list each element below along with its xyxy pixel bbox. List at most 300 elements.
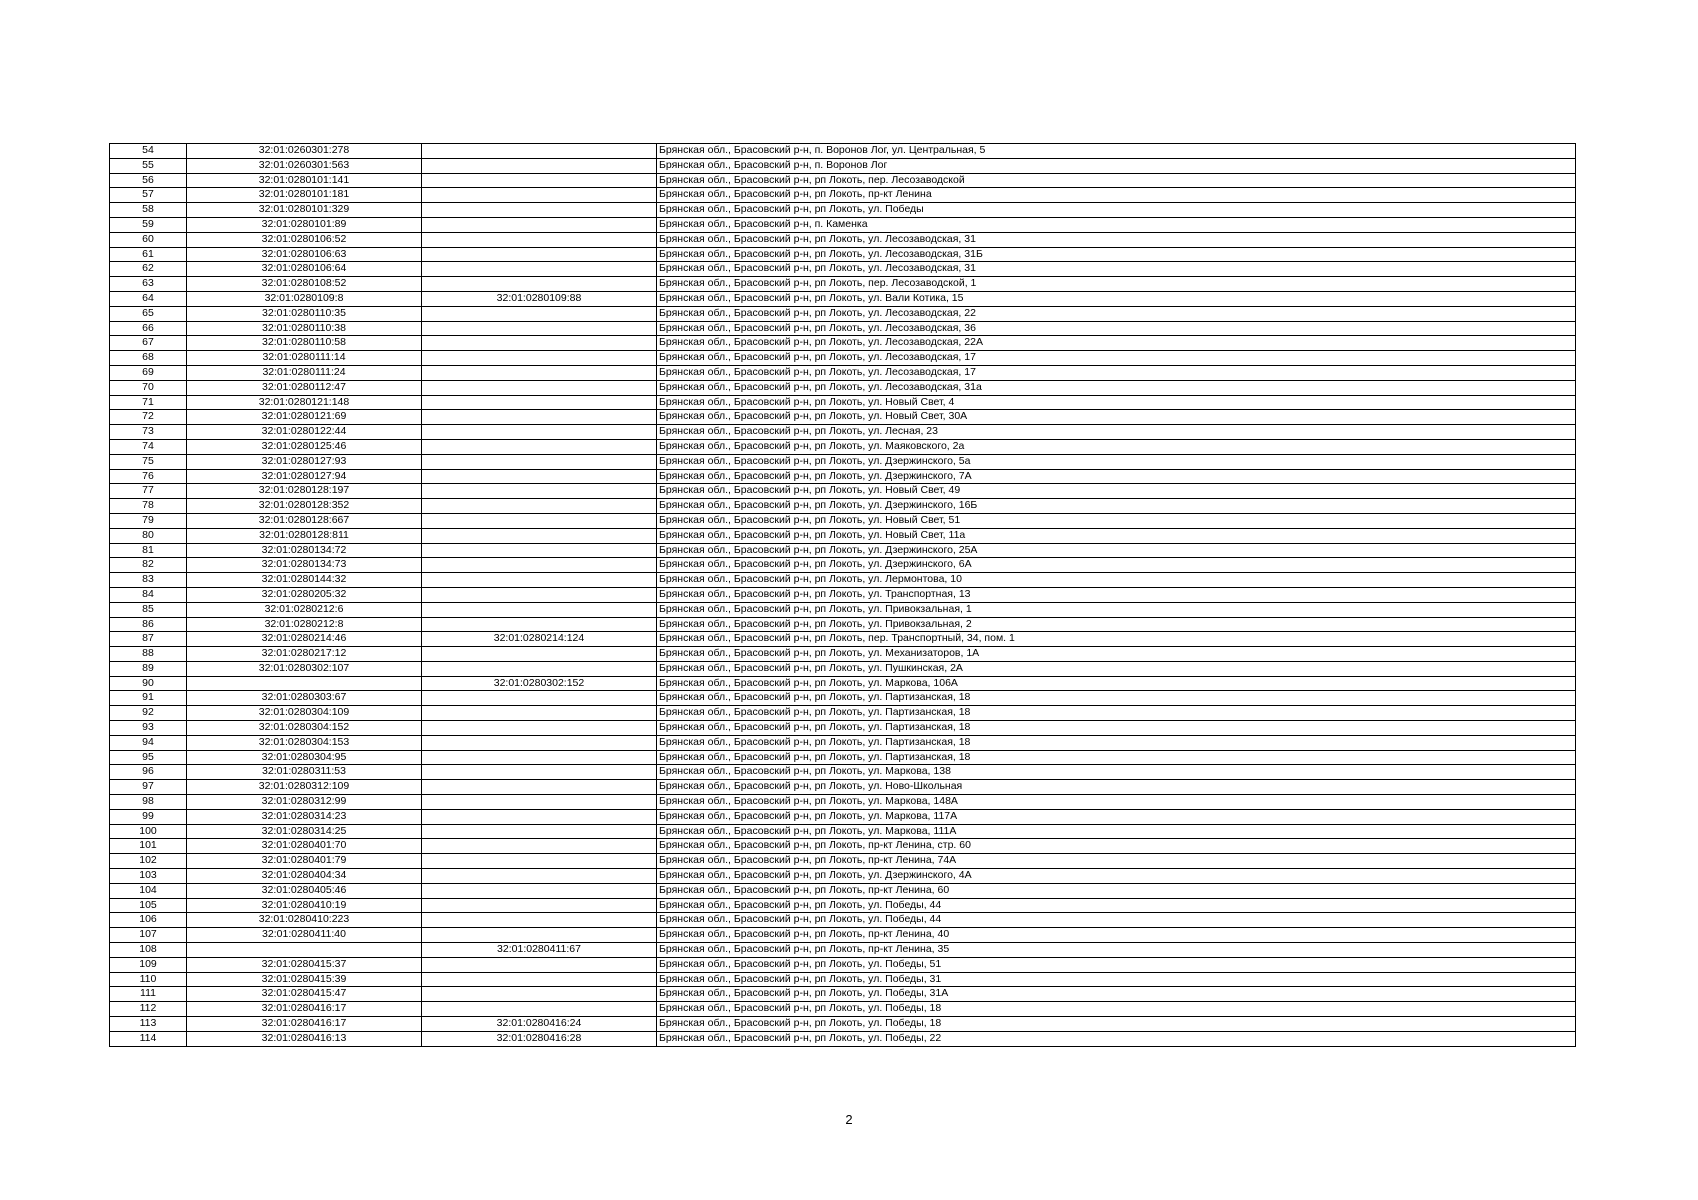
cadastral-number-cell: 32:01:0280110:38 [187,321,422,336]
address-cell: Брянская обл., Брасовский р-н, рп Локоть, ул. Лермонтова, 10 [657,573,1576,588]
row-number-cell: 82 [110,558,187,573]
row-number-cell: 87 [110,632,187,647]
address-cell: Брянская обл., Брасовский р-н, рп Локоть, ул. Маяковского, 2а [657,439,1576,454]
address-cell: Брянская обл., Брасовский р-н, рп Локоть, ул. Победы, 18 [657,1002,1576,1017]
row-number-cell: 101 [110,839,187,854]
related-cadastral-number-cell [422,972,657,987]
row-number-cell: 110 [110,972,187,987]
table-row [110,144,1576,159]
cadastral-number-cell: 32:01:0280404:34 [187,869,422,884]
related-cadastral-number-cell [422,558,657,573]
address-cell: Брянская обл., Брасовский р-н, рп Локоть, ул. Маркова, 117А [657,809,1576,824]
related-cadastral-number-cell [422,232,657,247]
related-cadastral-number-cell [422,528,657,543]
cadastral-number-cell: 32:01:0280410:19 [187,898,422,913]
related-cadastral-number-cell [422,735,657,750]
related-cadastral-number-cell [422,587,657,602]
row-number-cell: 56 [110,173,187,188]
cadastral-number-cell: 32:01:0280101:181 [187,188,422,203]
table-row [110,217,1576,232]
cadastral-number-cell: 32:01:0280304:153 [187,735,422,750]
cadastral-number-cell: 32:01:0280314:23 [187,809,422,824]
related-cadastral-number-cell [422,484,657,499]
cadastral-number-cell: 32:01:0280128:667 [187,513,422,528]
cadastral-number-cell: 32:01:0280410:223 [187,913,422,928]
related-cadastral-number-cell [422,750,657,765]
address-cell: Брянская обл., Брасовский р-н, п. Каменка [657,217,1576,232]
address-cell: Брянская обл., Брасовский р-н, рп Локоть, ул. Партизанская, 18 [657,691,1576,706]
row-number-cell: 92 [110,706,187,721]
address-cell: Брянская обл., Брасовский р-н, рп Локоть, ул. Дзержинского, 6А [657,558,1576,573]
related-cadastral-number-cell [422,410,657,425]
row-number-cell: 63 [110,277,187,292]
table-row [110,706,1576,721]
related-cadastral-number-cell [422,706,657,721]
related-cadastral-number-cell [422,217,657,232]
address-cell: Брянская обл., Брасовский р-н, рп Локоть, ул. Победы, 22 [657,1031,1576,1046]
address-cell: Брянская обл., Брасовский р-н, рп Локоть, ул. Дзержинского, 16Б [657,499,1576,514]
row-number-cell: 59 [110,217,187,232]
row-number-cell: 86 [110,617,187,632]
cadastral-number-cell: 32:01:0280411:40 [187,928,422,943]
cadastral-number-cell: 32:01:0260301:563 [187,158,422,173]
address-cell: Брянская обл., Брасовский р-н, рп Локоть, ул. Партизанская, 18 [657,706,1576,721]
row-number-cell: 65 [110,306,187,321]
address-cell: Брянская обл., Брасовский р-н, рп Локоть, пер. Лесозаводской [657,173,1576,188]
table-row [110,987,1576,1002]
row-number-cell: 66 [110,321,187,336]
related-cadastral-number-cell [422,765,657,780]
row-number-cell: 64 [110,291,187,306]
related-cadastral-number-cell [422,454,657,469]
related-cadastral-number-cell [422,351,657,366]
related-cadastral-number-cell [422,928,657,943]
related-cadastral-number-cell [422,883,657,898]
row-number-cell: 95 [110,750,187,765]
table-row [110,499,1576,514]
row-number-cell: 83 [110,573,187,588]
table-row [110,232,1576,247]
address-cell: Брянская обл., Брасовский р-н, рп Локоть, ул. Партизанская, 18 [657,721,1576,736]
address-cell: Брянская обл., Брасовский р-н, рп Локоть, ул. Пушкинская, 2А [657,661,1576,676]
table-row [110,573,1576,588]
table-row [110,943,1576,958]
related-cadastral-number-cell [422,173,657,188]
table-row [110,928,1576,943]
row-number-cell: 68 [110,351,187,366]
address-cell: Брянская обл., Брасовский р-н, рп Локоть, ул. Новый Свет, 4 [657,395,1576,410]
address-cell: Брянская обл., Брасовский р-н, рп Локоть, ул. Дзержинского, 7А [657,469,1576,484]
related-cadastral-number-cell [422,854,657,869]
cadastral-number-cell: 32:01:0280134:73 [187,558,422,573]
table-row [110,469,1576,484]
table-row [110,854,1576,869]
table-row [110,632,1576,647]
cadastral-number-cell: 32:01:0280415:39 [187,972,422,987]
address-cell: Брянская обл., Брасовский р-н, рп Локоть, пр-кт Ленина, 35 [657,943,1576,958]
cadastral-number-cell: 32:01:0280416:17 [187,1002,422,1017]
table-row [110,380,1576,395]
address-cell: Брянская обл., Брасовский р-н, рп Локоть, ул. Маркова, 111А [657,824,1576,839]
table-row [110,647,1576,662]
row-number-cell: 77 [110,484,187,499]
row-number-cell: 113 [110,1017,187,1032]
table-row [110,277,1576,292]
table-row [110,454,1576,469]
row-number-cell: 108 [110,943,187,958]
table-row [110,365,1576,380]
table-row [110,795,1576,810]
related-cadastral-number-cell [422,469,657,484]
row-number-cell: 73 [110,425,187,440]
address-cell: Брянская обл., Брасовский р-н, рп Локоть, ул. Победы, 51 [657,957,1576,972]
cadastral-number-cell: 32:01:0260301:278 [187,144,422,159]
row-number-cell: 81 [110,543,187,558]
address-cell: Брянская обл., Брасовский р-н, рп Локоть, пр-кт Ленина [657,188,1576,203]
row-number-cell: 109 [110,957,187,972]
related-cadastral-number-cell [422,869,657,884]
address-cell: Брянская обл., Брасовский р-н, рп Локоть, ул. Привокзальная, 2 [657,617,1576,632]
address-cell: Брянская обл., Брасовский р-н, рп Локоть, пр-кт Ленина, стр. 60 [657,839,1576,854]
table-row [110,247,1576,262]
row-number-cell: 67 [110,336,187,351]
row-number-cell: 99 [110,809,187,824]
address-cell: Брянская обл., Брасовский р-н, рп Локоть, ул. Лесозаводская, 22А [657,336,1576,351]
table-row [110,602,1576,617]
address-cell: Брянская обл., Брасовский р-н, рп Локоть, ул. Победы, 31 [657,972,1576,987]
row-number-cell: 84 [110,587,187,602]
related-cadastral-number-cell [422,336,657,351]
table-row [110,735,1576,750]
address-cell: Брянская обл., Брасовский р-н, рп Локоть, ул. Лесозаводская, 31 [657,232,1576,247]
cadastral-number-cell: 32:01:0280111:14 [187,351,422,366]
related-cadastral-number-cell [422,277,657,292]
cadastral-number-cell: 32:01:0280416:13 [187,1031,422,1046]
cadastral-number-cell: 32:01:0280112:47 [187,380,422,395]
related-cadastral-number-cell [422,247,657,262]
cadastral-number-cell: 32:01:0280312:99 [187,795,422,810]
row-number-cell: 107 [110,928,187,943]
table-body [110,144,1576,1047]
address-cell: Брянская обл., Брасовский р-н, рп Локоть, ул. Новый Свет, 51 [657,513,1576,528]
cadastral-number-cell: 32:01:0280106:63 [187,247,422,262]
address-cell: Брянская обл., Брасовский р-н, рп Локоть, ул. Новый Свет, 49 [657,484,1576,499]
address-cell: Брянская обл., Брасовский р-н, рп Локоть, ул. Лесная, 23 [657,425,1576,440]
related-cadastral-number-cell [422,839,657,854]
table-row [110,661,1576,676]
cadastral-number-cell: 32:01:0280110:58 [187,336,422,351]
row-number-cell: 111 [110,987,187,1002]
table-row [110,691,1576,706]
row-number-cell: 61 [110,247,187,262]
cadastral-number-cell: 32:01:0280122:44 [187,425,422,440]
page-number: 2 [845,1112,853,1127]
cadastral-number-cell: 32:01:0280128:197 [187,484,422,499]
related-cadastral-number-cell [422,987,657,1002]
row-number-cell: 105 [110,898,187,913]
address-cell: Брянская обл., Брасовский р-н, рп Локоть, ул. Маркова, 148А [657,795,1576,810]
related-cadastral-number-cell [422,795,657,810]
table-row [110,336,1576,351]
address-cell: Брянская обл., Брасовский р-н, рп Локоть, ул. Победы, 44 [657,898,1576,913]
related-cadastral-number-cell [422,1002,657,1017]
cadastral-number-cell: 32:01:0280109:8 [187,291,422,306]
row-number-cell: 100 [110,824,187,839]
row-number-cell: 98 [110,795,187,810]
document-page-content [109,143,1575,1047]
table-row [110,262,1576,277]
row-number-cell: 72 [110,410,187,425]
address-cell: Брянская обл., Брасовский р-н, рп Локоть, ул. Лесозаводская, 17 [657,365,1576,380]
related-cadastral-number-cell: 32:01:0280416:28 [422,1031,657,1046]
address-cell: Брянская обл., Брасовский р-н, рп Локоть, ул. Ново-Школьная [657,780,1576,795]
row-number-cell: 114 [110,1031,187,1046]
cadastral-number-cell: 32:01:0280128:811 [187,528,422,543]
row-number-cell: 76 [110,469,187,484]
table-row [110,203,1576,218]
table-row [110,809,1576,824]
related-cadastral-number-cell [422,439,657,454]
row-number-cell: 96 [110,765,187,780]
cadastral-number-cell: 32:01:0280101:329 [187,203,422,218]
table-row [110,543,1576,558]
cadastral-number-cell: 32:01:0280144:32 [187,573,422,588]
row-number-cell: 93 [110,721,187,736]
cadastral-number-cell: 32:01:0280127:94 [187,469,422,484]
table-row [110,765,1576,780]
address-cell: Брянская обл., Брасовский р-н, рп Локоть, пер. Лесозаводской, 1 [657,277,1576,292]
row-number-cell: 60 [110,232,187,247]
row-number-cell: 94 [110,735,187,750]
address-cell: Брянская обл., Брасовский р-н, рп Локоть, ул. Победы [657,203,1576,218]
row-number-cell: 89 [110,661,187,676]
address-cell: Брянская обл., Брасовский р-н, рп Локоть, ул. Привокзальная, 1 [657,602,1576,617]
related-cadastral-number-cell [422,499,657,514]
row-number-cell: 70 [110,380,187,395]
table-row [110,321,1576,336]
related-cadastral-number-cell: 32:01:0280416:24 [422,1017,657,1032]
related-cadastral-number-cell: 32:01:0280109:88 [422,291,657,306]
related-cadastral-number-cell [422,617,657,632]
cadastral-number-cell: 32:01:0280111:24 [187,365,422,380]
table-row [110,839,1576,854]
row-number-cell: 74 [110,439,187,454]
cadastral-number-cell: 32:01:0280314:25 [187,824,422,839]
row-number-cell: 90 [110,676,187,691]
cadastral-number-cell [187,676,422,691]
cadastral-number-cell: 32:01:0280128:352 [187,499,422,514]
address-cell: Брянская обл., Брасовский р-н, рп Локоть, ул. Лесозаводская, 31а [657,380,1576,395]
related-cadastral-number-cell [422,691,657,706]
cadastral-number-cell: 32:01:0280217:12 [187,647,422,662]
cadastral-number-cell: 32:01:0280127:93 [187,454,422,469]
cadastral-number-cell: 32:01:0280110:35 [187,306,422,321]
related-cadastral-number-cell [422,380,657,395]
table-row [110,306,1576,321]
table-row [110,158,1576,173]
table-row [110,824,1576,839]
address-cell: Брянская обл., Брасовский р-н, п. Воронов Лог [657,158,1576,173]
related-cadastral-number-cell [422,158,657,173]
address-cell: Брянская обл., Брасовский р-н, рп Локоть, пр-кт Ленина, 74А [657,854,1576,869]
cadastral-number-cell: 32:01:0280303:67 [187,691,422,706]
address-cell: Брянская обл., Брасовский р-н, рп Локоть, пр-кт Ленина, 40 [657,928,1576,943]
table-row [110,587,1576,602]
cadastral-number-cell: 32:01:0280121:148 [187,395,422,410]
cadastral-number-cell [187,943,422,958]
table-row [110,780,1576,795]
table-row [110,558,1576,573]
cadastral-number-cell: 32:01:0280401:70 [187,839,422,854]
address-cell: Брянская обл., Брасовский р-н, рп Локоть, ул. Лесозаводская, 17 [657,351,1576,366]
cadastral-number-cell: 32:01:0280302:107 [187,661,422,676]
related-cadastral-number-cell [422,188,657,203]
address-cell: Брянская обл., Брасовский р-н, рп Локоть, ул. Дзержинского, 5а [657,454,1576,469]
address-cell: Брянская обл., Брасовский р-н, рп Локоть, ул. Лесозаводская, 31Б [657,247,1576,262]
table-row [110,898,1576,913]
cadastral-number-cell: 32:01:0280212:6 [187,602,422,617]
related-cadastral-number-cell [422,513,657,528]
cadastral-number-cell: 32:01:0280304:109 [187,706,422,721]
row-number-cell: 55 [110,158,187,173]
related-cadastral-number-cell [422,395,657,410]
cadastral-number-cell: 32:01:0280101:89 [187,217,422,232]
address-cell: Брянская обл., Брасовский р-н, рп Локоть, ул. Победы, 31А [657,987,1576,1002]
row-number-cell: 75 [110,454,187,469]
cadastral-number-cell: 32:01:0280304:95 [187,750,422,765]
address-cell: Брянская обл., Брасовский р-н, рп Локоть, ул. Механизаторов, 1А [657,647,1576,662]
table-row [110,513,1576,528]
table-row [110,676,1576,691]
address-cell: Брянская обл., Брасовский р-н, п. Воронов Лог, ул. Центральная, 5 [657,144,1576,159]
address-cell: Брянская обл., Брасовский р-н, рп Локоть, ул. Новый Свет, 11а [657,528,1576,543]
table-row [110,957,1576,972]
table-row [110,188,1576,203]
table-row [110,351,1576,366]
related-cadastral-number-cell [422,144,657,159]
related-cadastral-number-cell [422,262,657,277]
address-cell: Брянская обл., Брасовский р-н, рп Локоть, пер. Транспортный, 34, пом. 1 [657,632,1576,647]
table-row [110,913,1576,928]
address-cell: Брянская обл., Брасовский р-н, рп Локоть, ул. Победы, 18 [657,1017,1576,1032]
cadastral-number-cell: 32:01:0280125:46 [187,439,422,454]
row-number-cell: 91 [110,691,187,706]
cadastral-number-cell: 32:01:0280214:46 [187,632,422,647]
related-cadastral-number-cell [422,824,657,839]
cadastral-number-cell: 32:01:0280205:32 [187,587,422,602]
row-number-cell: 88 [110,647,187,662]
related-cadastral-number-cell [422,602,657,617]
row-number-cell: 80 [110,528,187,543]
row-number-cell: 104 [110,883,187,898]
row-number-cell: 97 [110,780,187,795]
table-row [110,1002,1576,1017]
table-row [110,173,1576,188]
address-cell: Брянская обл., Брасовский р-н, рп Локоть, ул. Дзержинского, 4А [657,869,1576,884]
address-cell: Брянская обл., Брасовский р-н, рп Локоть, ул. Маркова, 106А [657,676,1576,691]
related-cadastral-number-cell [422,306,657,321]
cadastral-number-cell: 32:01:0280304:152 [187,721,422,736]
related-cadastral-number-cell [422,957,657,972]
cadastral-number-cell: 32:01:0280134:72 [187,543,422,558]
row-number-cell: 57 [110,188,187,203]
related-cadastral-number-cell [422,321,657,336]
table-row [110,750,1576,765]
table-row [110,291,1576,306]
related-cadastral-number-cell: 32:01:0280214:124 [422,632,657,647]
row-number-cell: 102 [110,854,187,869]
related-cadastral-number-cell [422,809,657,824]
table-row [110,1017,1576,1032]
table-row [110,484,1576,499]
row-number-cell: 85 [110,602,187,617]
related-cadastral-number-cell [422,647,657,662]
address-cell: Брянская обл., Брасовский р-н, рп Локоть, ул. Победы, 44 [657,913,1576,928]
row-number-cell: 106 [110,913,187,928]
related-cadastral-number-cell [422,365,657,380]
address-cell: Брянская обл., Брасовский р-н, рп Локоть, ул. Вали Котика, 15 [657,291,1576,306]
related-cadastral-number-cell: 32:01:0280411:67 [422,943,657,958]
row-number-cell: 58 [110,203,187,218]
related-cadastral-number-cell [422,425,657,440]
table-row [110,425,1576,440]
address-cell: Брянская обл., Брасовский р-н, рп Локоть, ул. Лесозаводская, 31 [657,262,1576,277]
address-cell: Брянская обл., Брасовский р-н, рп Локоть, ул. Маркова, 138 [657,765,1576,780]
row-number-cell: 62 [110,262,187,277]
cadastral-number-cell: 32:01:0280101:141 [187,173,422,188]
table-row [110,721,1576,736]
address-cell: Брянская обл., Брасовский р-н, рп Локоть, ул. Партизанская, 18 [657,735,1576,750]
row-number-cell: 54 [110,144,187,159]
table-row [110,528,1576,543]
row-number-cell: 69 [110,365,187,380]
cadastral-number-cell: 32:01:0280108:52 [187,277,422,292]
row-number-cell: 112 [110,1002,187,1017]
cadastral-number-cell: 32:01:0280106:64 [187,262,422,277]
row-number-cell: 103 [110,869,187,884]
address-cell: Брянская обл., Брасовский р-н, рп Локоть, ул. Партизанская, 18 [657,750,1576,765]
table-row [110,439,1576,454]
land-parcel-table [109,143,1576,1047]
related-cadastral-number-cell [422,780,657,795]
table-row [110,869,1576,884]
address-cell: Брянская обл., Брасовский р-н, рп Локоть, ул. Лесозаводская, 36 [657,321,1576,336]
table-row [110,410,1576,425]
cadastral-number-cell: 32:01:0280416:17 [187,1017,422,1032]
row-number-cell: 71 [110,395,187,410]
related-cadastral-number-cell [422,203,657,218]
related-cadastral-number-cell: 32:01:0280302:152 [422,676,657,691]
table-row [110,395,1576,410]
related-cadastral-number-cell [422,573,657,588]
address-cell: Брянская обл., Брасовский р-н, рп Локоть, ул. Транспортная, 13 [657,587,1576,602]
cadastral-number-cell: 32:01:0280311:53 [187,765,422,780]
cadastral-number-cell: 32:01:0280415:47 [187,987,422,1002]
cadastral-number-cell: 32:01:0280312:109 [187,780,422,795]
table-row [110,883,1576,898]
cadastral-number-cell: 32:01:0280405:46 [187,883,422,898]
address-cell: Брянская обл., Брасовский р-н, рп Локоть, ул. Новый Свет, 30А [657,410,1576,425]
table-row [110,1031,1576,1046]
table-row [110,972,1576,987]
address-cell: Брянская обл., Брасовский р-н, рп Локоть, ул. Дзержинского, 25А [657,543,1576,558]
table-row [110,617,1576,632]
related-cadastral-number-cell [422,661,657,676]
related-cadastral-number-cell [422,898,657,913]
address-cell: Брянская обл., Брасовский р-н, рп Локоть, пр-кт Ленина, 60 [657,883,1576,898]
cadastral-number-cell: 32:01:0280212:8 [187,617,422,632]
row-number-cell: 79 [110,513,187,528]
